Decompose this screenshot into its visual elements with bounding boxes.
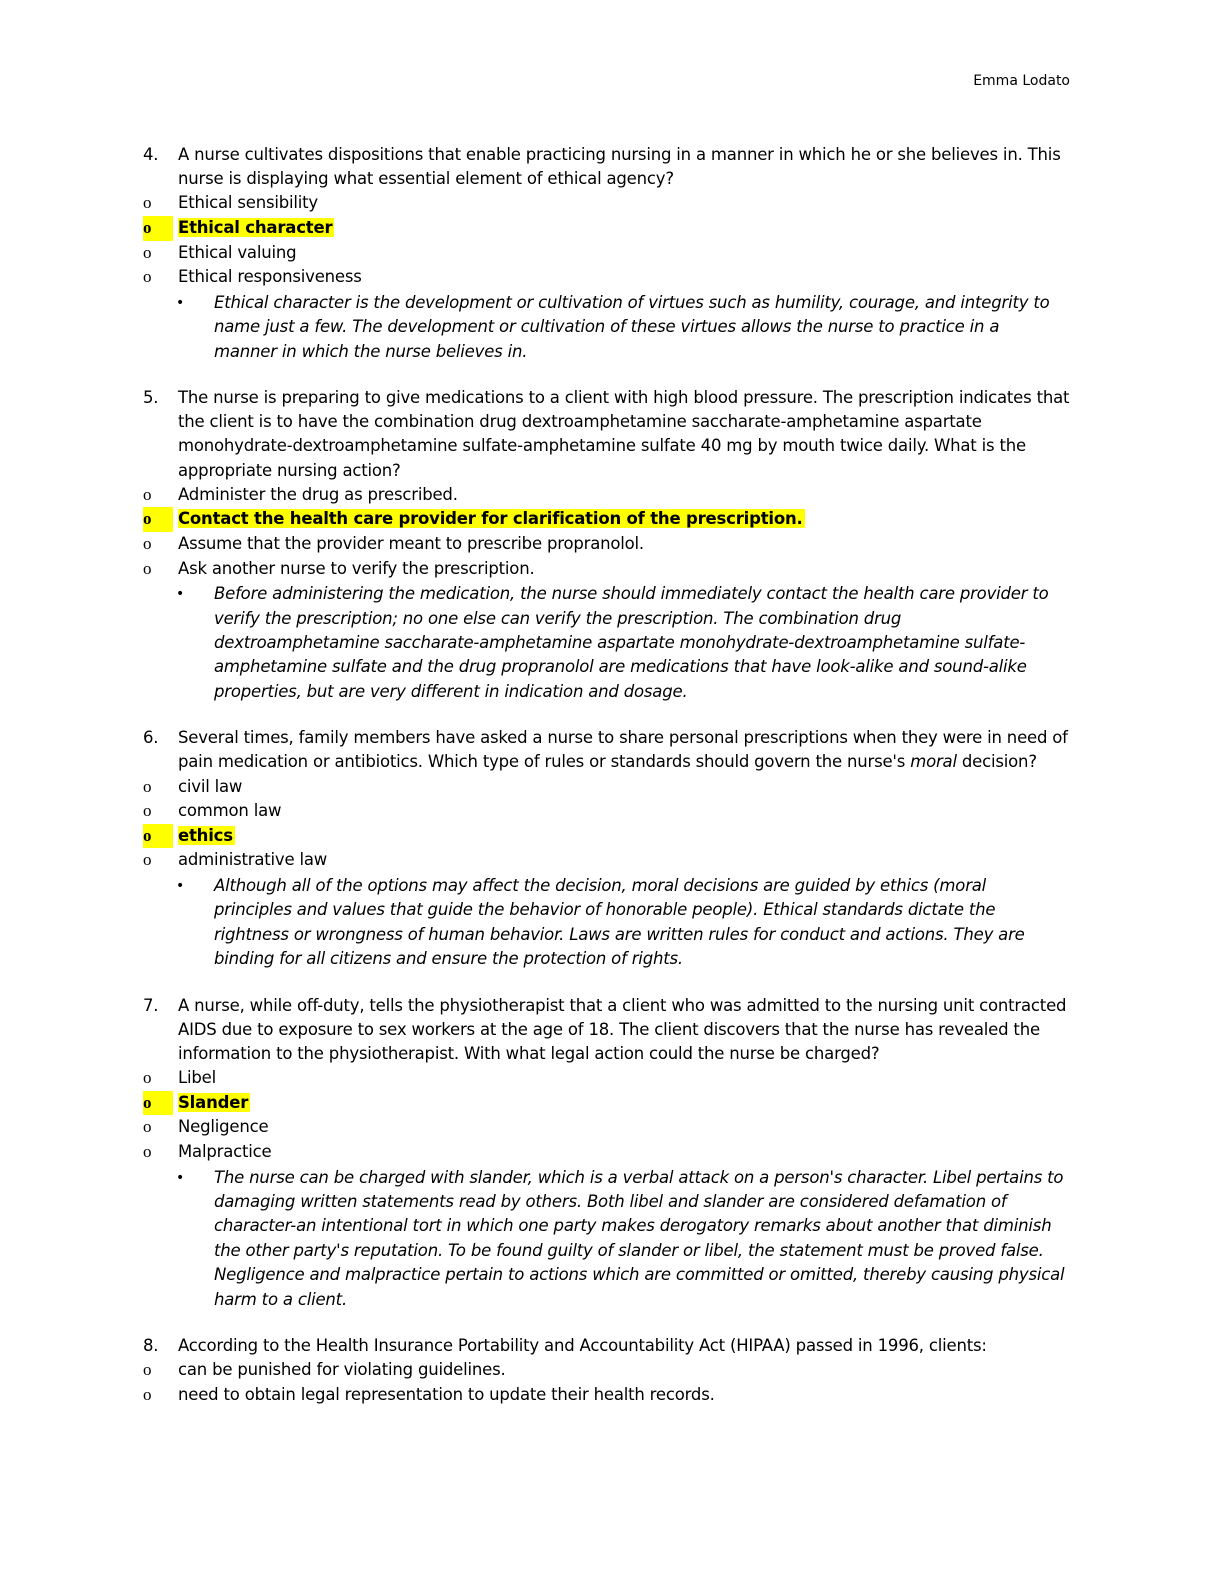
option-marker: o bbox=[143, 824, 173, 849]
question-text: A nurse, while off-duty, tells the physiotherapist that a client who was admitted to the nursing unit contracted AIDS due to exposure to sex workers at the age of 18. The client discovers that the nurse has revealed the information to the physiotherapist. With what legal action could the nurse be charged? bbox=[178, 995, 1067, 1064]
answer-option bbox=[0, 1066, 1224, 1091]
answer-option-correct bbox=[0, 824, 1224, 849]
header-author-name: Emma Lodato bbox=[973, 73, 1070, 89]
option-text: Ethical valuing bbox=[178, 242, 297, 262]
rationale bbox=[0, 582, 1224, 704]
option-text: Assume that the provider meant to prescribe propranolol. bbox=[178, 534, 644, 553]
question-text: The nurse is preparing to give medications to a client with high blood pressure. The prescription indicates that the client is to have the combination drug dextroamphetamine saccharate-amphetamine aspartate monohydrate-dextroamphetamine sulfate-amphetamine sulfate 40 mg by mouth twice daily. What is the appropriate nursing action? bbox=[178, 388, 1070, 480]
rationale bbox=[0, 874, 1224, 972]
option-marker: o bbox=[143, 558, 152, 578]
option-text-highlighted: Ethical character bbox=[178, 218, 333, 237]
option-text: Administer the drug as prescribed. bbox=[178, 484, 458, 504]
option-text: Ethical responsiveness bbox=[178, 267, 362, 287]
answer-option bbox=[0, 483, 1224, 508]
answer-option-correct bbox=[0, 216, 1224, 241]
answer-option bbox=[0, 848, 1224, 873]
option-marker: o bbox=[143, 1068, 152, 1088]
document-body bbox=[0, 143, 1224, 1429]
question-text: A nurse cultivates dispositions that enable practicing nursing in a manner in which he or she believes in. This nurse is displaying what essential element of ethical agency? bbox=[178, 145, 1061, 189]
answer-option bbox=[0, 532, 1224, 557]
option-marker: o bbox=[143, 216, 173, 241]
answer-option bbox=[0, 191, 1224, 216]
bullet-icon: • bbox=[176, 1169, 185, 1186]
option-marker: o bbox=[143, 776, 152, 796]
rationale-text: The nurse can be charged with slander, which is a verbal attack on a person's character. Libel pertains to damaging written statements read by others. Both libel and slander are considered defamation of character-an intentional tort in which one party makes derogatory remarks about another that diminish the other party's reputation. To be found guilty of slander or libel, the statement must be proved false. Negligence and malpractice pertain to actions which are committed or omitted, thereby causing physical harm to a client. bbox=[214, 1167, 1065, 1309]
answer-option bbox=[0, 1115, 1224, 1140]
option-marker: o bbox=[143, 1091, 173, 1116]
question-stem bbox=[0, 994, 1224, 1067]
question-number: 8. bbox=[143, 1336, 159, 1356]
question-number: 7. bbox=[143, 995, 159, 1015]
option-marker: o bbox=[143, 1117, 152, 1137]
option-text: Ask another nurse to verify the prescription. bbox=[178, 558, 535, 578]
question-text-emphasis: moral bbox=[910, 752, 957, 772]
answer-option bbox=[0, 265, 1224, 290]
option-text-highlighted: Contact the health care provider for clarification of the prescription. bbox=[178, 509, 803, 529]
option-marker: o bbox=[143, 534, 152, 553]
option-text-highlighted: ethics bbox=[178, 825, 233, 845]
option-marker: o bbox=[143, 801, 152, 821]
question-number: 6. bbox=[143, 728, 159, 748]
rationale bbox=[0, 291, 1224, 364]
option-marker: o bbox=[143, 193, 152, 213]
answer-option bbox=[0, 557, 1224, 582]
question-6 bbox=[0, 726, 1224, 971]
option-marker: o bbox=[143, 507, 173, 532]
rationale bbox=[0, 1166, 1224, 1312]
option-marker: o bbox=[143, 242, 152, 262]
question-stem bbox=[0, 143, 1224, 191]
option-text: Ethical sensibility bbox=[178, 193, 318, 213]
option-text-highlighted: Slander bbox=[178, 1092, 249, 1112]
option-marker: o bbox=[143, 850, 152, 870]
question-stem bbox=[0, 726, 1224, 774]
question-stem bbox=[0, 1334, 1224, 1358]
answer-option bbox=[0, 799, 1224, 824]
option-text: Libel bbox=[178, 1068, 216, 1088]
option-marker: o bbox=[143, 1360, 152, 1380]
option-marker: o bbox=[143, 484, 152, 504]
question-text-end: decision? bbox=[956, 752, 1037, 772]
question-8 bbox=[0, 1334, 1224, 1407]
question-number: 4. bbox=[143, 145, 159, 164]
question-number: 5. bbox=[143, 388, 159, 407]
question-5 bbox=[0, 386, 1224, 704]
answer-option bbox=[0, 1140, 1224, 1165]
option-marker: o bbox=[143, 1384, 152, 1404]
answer-option bbox=[0, 1358, 1224, 1383]
option-text: common law bbox=[178, 801, 282, 821]
question-text: According to the Health Insurance Portability and Accountability Act (HIPAA) passed in 1996, clients: bbox=[178, 1336, 987, 1356]
option-text: civil law bbox=[178, 776, 243, 796]
rationale-text: Ethical character is the development or cultivation of virtues such as humility, courage, and integrity to name just a few. The development or cultivation of these virtues allows the nurse to practice in a manner in which the nurse believes in. bbox=[214, 292, 1050, 361]
option-text: Negligence bbox=[178, 1117, 269, 1137]
option-text: administrative law bbox=[178, 850, 328, 870]
option-text: can be punished for violating guidelines. bbox=[178, 1360, 506, 1380]
question-4 bbox=[0, 143, 1224, 364]
answer-option bbox=[0, 1383, 1224, 1408]
bullet-icon: • bbox=[176, 586, 185, 603]
option-marker: o bbox=[143, 267, 152, 287]
option-text: Malpractice bbox=[178, 1142, 272, 1162]
bullet-icon: • bbox=[176, 878, 185, 894]
answer-option bbox=[0, 241, 1224, 266]
rationale-text: Although all of the options may affect the decision, moral decisions are guided by ethics (moral principles and values that guide the behavior of honorable people). Ethical standards dictate the rightness or wrongness of human behavior. Laws are written rules for conduct and actions. They are binding for all citizens and ensure the protection of rights. bbox=[214, 876, 1025, 969]
answer-option bbox=[0, 775, 1224, 800]
answer-option-correct bbox=[0, 507, 1224, 532]
bullet-icon: • bbox=[176, 294, 185, 311]
question-stem bbox=[0, 386, 1224, 483]
option-marker: o bbox=[143, 1142, 152, 1162]
answer-option-correct bbox=[0, 1091, 1224, 1116]
question-7 bbox=[0, 994, 1224, 1312]
rationale-text: Before administering the medication, the nurse should immediately contact the health care provider to verify the prescription; no one else can verify the prescription. The combination drug dextroamphetamine saccharate-amphetamine aspartate monohydrate-dextroamphetamine sulfate-amphetamine sulfate and the drug propranolol are medications that have look-alike and sound-alike properties, but are very different in indication and dosage. bbox=[214, 584, 1049, 701]
option-text: need to obtain legal representation to update their health records. bbox=[178, 1384, 715, 1404]
question-text: Several times, family members have asked a nurse to share personal prescriptions when they were in need of pain medication or antibiotics. Which type of rules or standards should govern the nurse's bbox=[178, 728, 1068, 772]
